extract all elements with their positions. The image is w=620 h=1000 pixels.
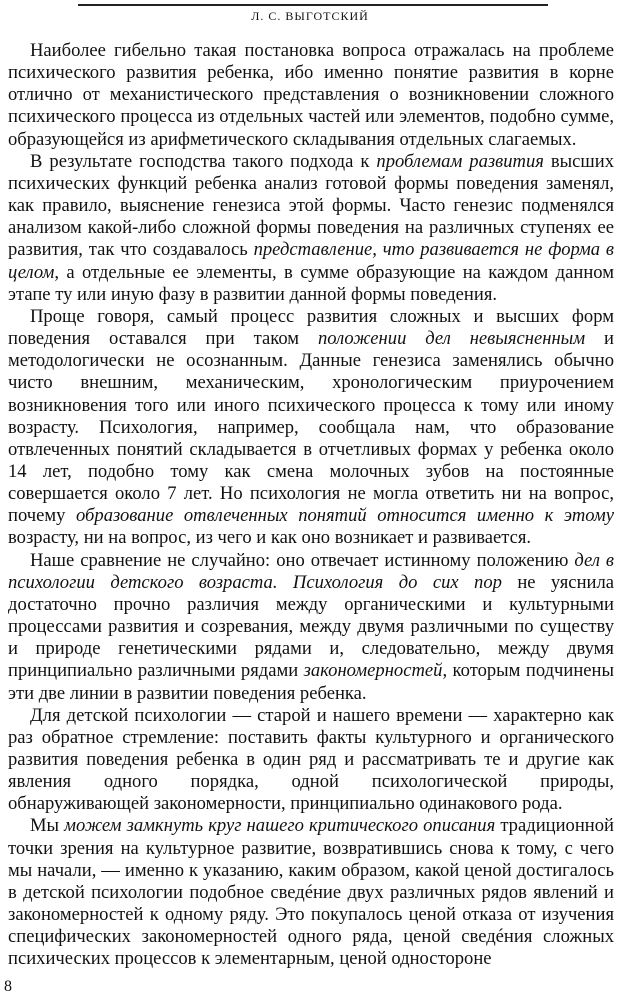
italic-text-segment: дел в психологии детского возраста. Психология до сих пор: [8, 549, 615, 593]
running-head: Л. С. ВЫГОТСКИЙ: [251, 9, 369, 23]
text-segment: , которым подчинены эти две линии в развитии поведения ребенка.: [8, 660, 614, 704]
text-segment: не уяснила достаточно прочно различия между органическими и культурными процессами развития и созревания, между двумя различными по существу и природе генетическими рядами и, следовательно, между двумя принципиально различными рядами: [8, 571, 614, 682]
text-segment: традиционной точки зрения на культурное развитие, возвратившись снова к тому, с чего мы начали, — именно к указанию, каким образом, какой ценой достигалось в детской психологии подобное сведéние двух различных рядов явлений и закономерностей к одному ряду. Это покупалось ценой отказа от изучения специфических закономерностей одного ряда, ценой сведéния сложных психических процессов к элементарным, ценой одностороне: [8, 815, 614, 970]
text-segment: и методологически не осознанным. Данные генезиса заменялись обычно чисто внешним, механическим, хронологическим приурочением возникновения того или иного психического процесса к тому или иному возрасту. Психология, например, сообщала нам, что образование отвлеченных понятий складывается в отчетливых формах у ребенка около 14 лет, подобно тому как смена молочных зубов на постоянные совершается около 7 лет. Но психология не могла ответить ни на вопрос, почему: [8, 328, 614, 527]
text-segment: В результате господства такого подхода к: [30, 150, 377, 172]
text-segment: , а отдельные ее элементы, в сумме образующие на каждом данном этапе ту или иную фазу в развитии данной формы поведения.: [8, 261, 614, 305]
italic-text-segment: положении дел невыясненным: [317, 328, 586, 350]
header-rule: [78, 4, 548, 6]
text-segment: Наше сравнение не случайно: оно отвечает истинному положению: [30, 549, 575, 571]
text-segment: высших психических функций ребенка анализ готовой формы поведения заменял, как правило, выяснение генезиса этой формы. Часто генезис подменялся анализом какой-либо сложной формы поведения на различных ступенях ее развития, так что создавалось: [8, 150, 614, 261]
text-segment: Мы: [30, 815, 65, 837]
italic-text-segment: можем замкнуть круг нашего критического описания: [64, 815, 496, 837]
paragraph: [8, 306, 614, 550]
paragraph: [8, 815, 614, 970]
page-number: 8: [4, 978, 12, 995]
text-segment: Наиболее гибельно такая постановка вопроса отражалась на проблеме психического развития ребенка, ибо именно понятие развития в корне отлично от механистического представления о возникновении сложного психического процесса из отдельных частей или элементов, подобно сумме, образующейся из арифметического складывания отдельных слагаемых.: [8, 40, 614, 150]
body-text: [8, 40, 614, 971]
text-segment: Для детской психологии — старой и нашего времени — характерно как раз обратное стремление: поставить факты культурного и органического развития поведения ребенка в один ряд и рассматривать те и другие как явления одного порядка, одной психологической природы, обнаруживающей закономерности, принципиально одинакового рода.: [8, 704, 614, 815]
paragraph: [8, 550, 614, 705]
paragraph: [8, 40, 614, 151]
italic-text-segment: проблемам развития: [376, 150, 544, 172]
text-segment: возрасту, ни на вопрос, из чего и как оно возникает и развивается.: [8, 527, 532, 549]
text-segment: Проще говоря, самый процесс развития сложных и высших форм поведения оставался при таком: [8, 305, 614, 350]
paragraph: [8, 151, 614, 306]
italic-text-segment: представление, что развивается не форма в целом: [8, 239, 614, 283]
italic-text-segment: закономерностей: [303, 660, 443, 682]
italic-text-segment: образование отвлеченных понятий относится именно к этому: [76, 505, 614, 527]
paragraph: [8, 705, 614, 816]
